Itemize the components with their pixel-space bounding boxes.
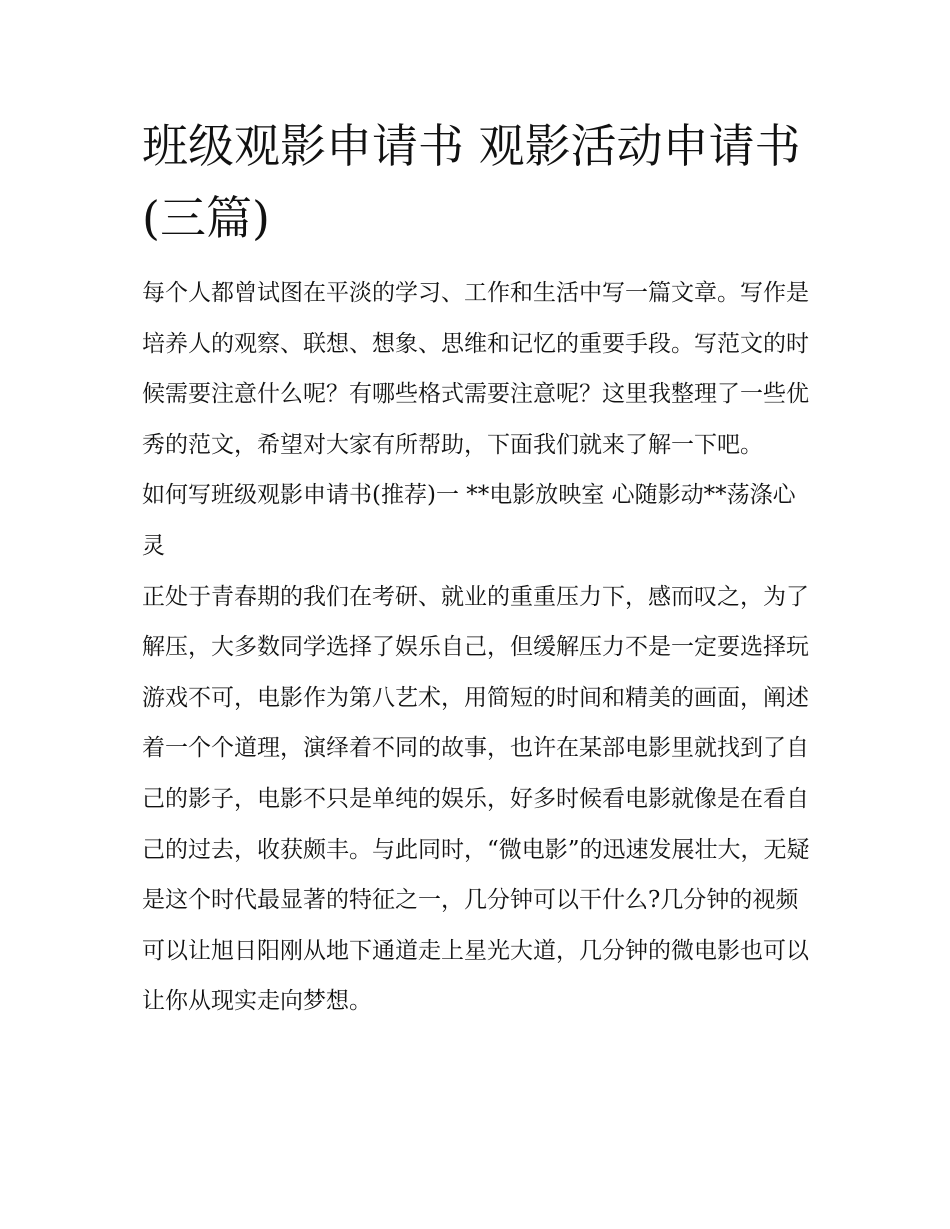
document-title: 班级观影申请书 观影活动申请书(三篇) <box>142 119 801 245</box>
body-paragraph: 正处于青春期的我们在考研、就业的重重压力下，感而叹之，为了解压，大多数同学选择了娱乐自己，但缓解压力不是一定要选择玩游戏不可，电影作为第八艺术，用简短的时间和精美的画面，阐述着一个个道理，演绎着不同的故事，也许在某部电影里就找到了自己的影子，电影不只是单纯的娱乐，好多时候看电影就像是在看自己的过去，收获颇丰。与此同时，“微电影”的迅速发展壮大，无疑是这个时代最显著的特征之一，几分钟可以干什么?几分钟的视频可以让旭日阳刚从地下通道走上星光大道，几分钟的微电影也可以让你从现实走向梦想。 <box>142 583 810 1015</box>
intro-paragraph: 每个人都曾试图在平淡的学习、工作和生活中写一篇文章。写作是培养人的观察、联想、想象、思维和记忆的重要手段。写范文的时候需要注意什么呢？有哪些格式需要注意呢？这里我整理了一些优秀的范文，希望对大家有所帮助，下面我们就来了解一下吧。 <box>142 280 809 458</box>
section-heading-paragraph: 如何写班级观影申请书(推荐)一 **电影放映室 心随影动**荡涤心灵 <box>142 482 796 559</box>
document-body <box>142 110 812 1027</box>
